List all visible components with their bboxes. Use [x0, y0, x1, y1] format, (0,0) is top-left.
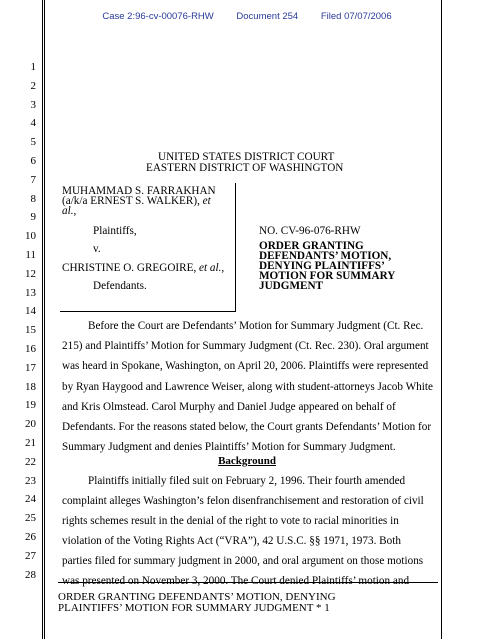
paragraph-line: and Kris Olmstead. Carol Murphy and Daniel Judge appeared on behalf of [62, 400, 396, 413]
line-number: 5 [30, 136, 36, 149]
defendants-label: Defendants. [93, 280, 147, 292]
paragraph-line: was presented on November 3, 2000. The Court denied Plaintiffs’ motion and [62, 574, 410, 587]
caption-box-right-rule [235, 183, 236, 311]
plaintiff-name: MUHAMMAD S. FARRAKHAN [62, 185, 216, 197]
line-number: 12 [25, 267, 36, 280]
left-margin-rule [42, 0, 45, 639]
plaintiff-al: al., [62, 205, 77, 217]
order-title-line: JUDGMENT [259, 280, 324, 292]
filed-date: Filed 07/07/2006 [320, 11, 392, 22]
case-header [0, 11, 494, 22]
case-number: Case 2:96-cv-00076-RHW [102, 11, 214, 22]
plaintiffs-label: Plaintiffs, [93, 225, 137, 237]
paragraph-line: Plaintiffs initially filed suit on February 2, 1996. Their fourth amended [88, 475, 406, 487]
defendant-etal: et al., [199, 262, 225, 274]
footer-line1: ORDER GRANTING DEFENDANTS’ MOTION, DENYING [58, 591, 336, 603]
line-number: 10 [25, 230, 36, 243]
line-number: 25 [25, 512, 36, 525]
paragraph-line: parties filed for summary judgment in 2000, and oral argument on those motions [62, 554, 424, 567]
footer-line2: PLAINTIFFS’ MOTION FOR SUMMARY JUDGMENT * 1 [58, 602, 330, 614]
line-number: 9 [30, 211, 36, 224]
defendant-name: CHRISTINE O. GREGOIRE, [62, 262, 197, 274]
line-number: 23 [25, 474, 36, 487]
line-number: 7 [30, 173, 36, 186]
plaintiff-et: et [202, 195, 211, 207]
line-number: 18 [25, 380, 36, 393]
line-number: 13 [25, 286, 36, 299]
case-no: NO. CV-96-076-RHW [259, 225, 361, 237]
line-number: 6 [30, 155, 36, 167]
paragraph-line: rights schemes result in the denial of the right to vote to racial minorities in [62, 514, 399, 527]
section-heading: Background [218, 455, 276, 467]
line-number: 1 [30, 61, 36, 73]
line-number: 17 [25, 361, 36, 374]
line-number: 24 [25, 493, 36, 506]
paragraph-line: violation of the Voting Rights Act (“VRA”), 42 U.S.C. §§ 1971, 1973. Both [62, 534, 401, 547]
versus: v. [93, 243, 101, 255]
court-name-line1: UNITED STATES DISTRICT COURT [158, 151, 335, 163]
document-number: Document 254 [236, 11, 299, 22]
order-title-line: DENYING PLAINTIFFS’ [259, 260, 385, 272]
right-margin-rule [441, 0, 442, 639]
line-number: 26 [25, 531, 36, 543]
order-title-line: ORDER GRANTING [259, 240, 364, 252]
court-name-line2: EASTERN DISTRICT OF WASHINGTON [146, 162, 344, 174]
paragraph-line: was heard in Spokane, Washington, on April 20, 2006. Plaintiffs were represented [62, 360, 429, 373]
paragraph-line: Before the Court are Defendants’ Motion for Summary Judgment (Ct. Rec. [88, 320, 424, 332]
defendant-line [62, 262, 224, 274]
footer-rule [58, 582, 438, 583]
plaintiff-aka: (a/k/a ERNEST S. WALKER), [62, 195, 200, 207]
line-number: 3 [30, 98, 36, 111]
line-number: 16 [25, 343, 36, 355]
line-number: 14 [25, 305, 36, 318]
line-number: 11 [25, 249, 36, 261]
line-number: 22 [25, 455, 36, 468]
line-number: 19 [25, 399, 36, 412]
paragraph-line: Summary Judgment and denies Plaintiffs’ Motion for Summary Judgment. [62, 441, 396, 454]
caption-box-bottom-rule [60, 311, 236, 312]
line-number: 21 [25, 437, 36, 449]
order-title-line: MOTION FOR SUMMARY [259, 270, 396, 282]
paragraph-line: 215) and Plaintiffs’ Motion for Summary Judgment (Ct. Rec. 230). Oral argument [62, 340, 429, 353]
line-number: 15 [25, 324, 36, 337]
plaintiff-aka-line [62, 195, 211, 207]
line-number: 27 [25, 549, 36, 562]
paragraph-line: by Ryan Haygood and Lawrence Weiser, along with student-attorneys Jacob White [62, 380, 433, 393]
line-number: 20 [25, 418, 36, 431]
line-number: 2 [30, 79, 36, 92]
line-number: 28 [25, 568, 36, 581]
line-number: 8 [30, 192, 36, 205]
order-title-line: DEFENDANTS’ MOTION, [259, 250, 392, 262]
line-number: 4 [30, 117, 36, 130]
paragraph-line: Defendants. For the reasons stated below, the Court grants Defendants’ Motion for [62, 421, 432, 433]
paragraph-line: complaint alleges Washington’s felon disenfranchisement and restoration of civil [62, 494, 424, 507]
